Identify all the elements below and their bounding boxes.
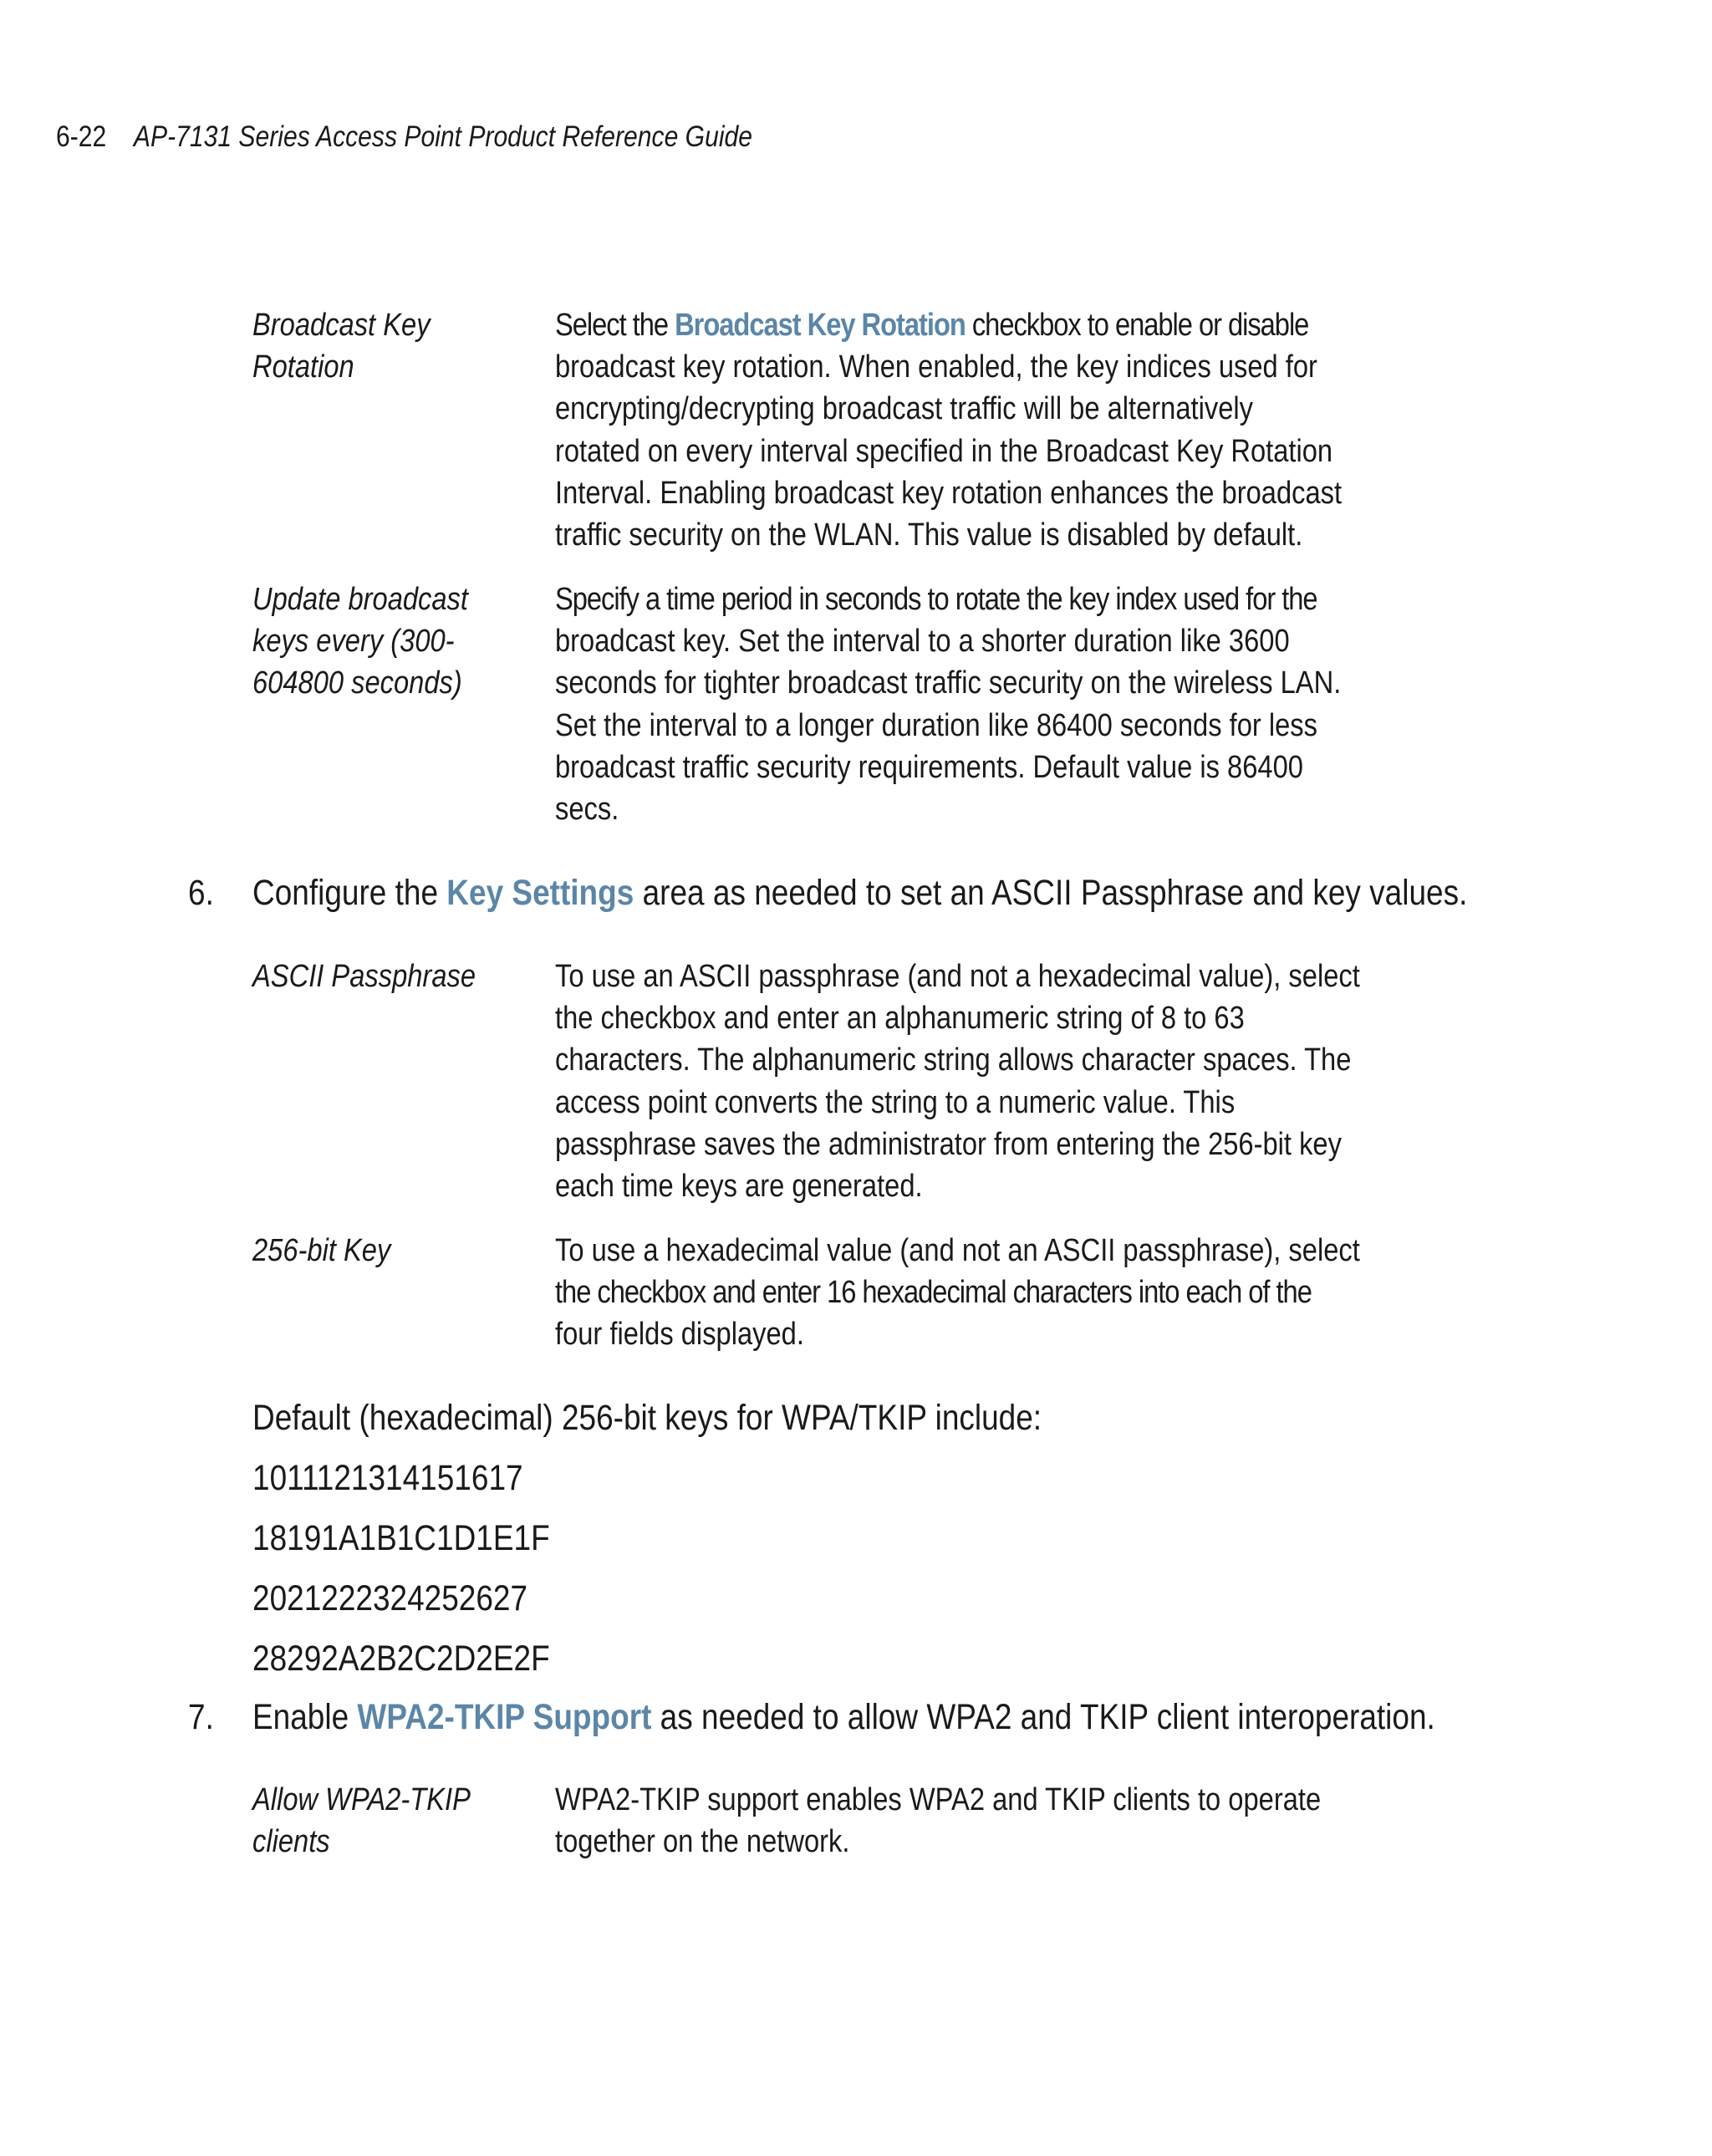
definition-term: ASCII Passphrase bbox=[252, 959, 476, 994]
definition-description: Specify a time period in seconds to rotate the key index used for the broadcast key. Set the interval to a shorter duration like 3600 seconds for tighter broadcast traffic security on the wireless LAN. Set the interval to a longer duration like 86400 seconds for less broadcast traffic security requirements. Default value is 86400 secs. bbox=[555, 582, 1342, 828]
definition-term: 256-bit Key bbox=[252, 1233, 391, 1268]
definition-term: Allow WPA2-TKIP clients bbox=[252, 1782, 471, 1859]
highlight-wpa2-tkip-support: WPA2-TKIP Support bbox=[357, 1697, 652, 1737]
step-number: 6. bbox=[188, 873, 214, 913]
definition-description: To use an ASCII passphrase (and not a hexadecimal value), select the checkbox and enter an alphanumeric string of 8 to 63 characters. The alphanumeric string allows character spaces. The access point converts the string to a numeric value. This passphrase saves the administrator from entering the 256-bit key each time keys are generated. bbox=[555, 959, 1360, 1205]
step-text: Enable WPA2-TKIP Support as needed to allow WPA2 and TKIP client interoperation. bbox=[252, 1697, 1435, 1737]
step-text: Configure the Key Settings area as needed to set an ASCII Passphrase and key values. bbox=[252, 873, 1468, 913]
step-number: 7. bbox=[188, 1697, 214, 1737]
default-key-1: 1011121314151617 bbox=[252, 1458, 523, 1498]
definition-description: WPA2-TKIP support enables WPA2 and TKIP clients to operate together on the network. bbox=[555, 1782, 1322, 1860]
default-key-3: 2021222324252627 bbox=[252, 1578, 528, 1618]
default-key-4: 28292A2B2C2D2E2F bbox=[252, 1639, 550, 1679]
definition-description: To use a hexadecimal value (and not an ASCII passphrase), select the checkbox and enter 16 hexadecimal characters into each of the four fields displayed. bbox=[555, 1233, 1360, 1353]
guide-title: AP-7131 Series Access Point Product Reference Guide bbox=[133, 120, 753, 153]
default-key-2: 18191A1B1C1D1E1F bbox=[252, 1518, 550, 1558]
definition-description: Select the Broadcast Key Rotation checkbox to enable or disable broadcast key rotation. When enabled, the key indices used for encrypting/decrypting broadcast traffic will be alternatively rotated on every interval specified in the Broadcast Key Rotation Interval. Enabling broadcast key rotation enhances the broadcast traffic security on the WLAN. This value is disabled by default. bbox=[555, 308, 1343, 553]
default-keys-intro: Default (hexadecimal) 256-bit keys for WPA/TKIP include: bbox=[252, 1398, 1042, 1438]
highlight-broadcast-key-rotation: Broadcast Key Rotation bbox=[675, 308, 966, 343]
running-header bbox=[56, 119, 752, 155]
definition-term: Update broadcast keys every (300- 604800 seconds) bbox=[252, 582, 468, 701]
definition-term: Broadcast Key Rotation bbox=[252, 308, 431, 385]
page-number: 6-22 bbox=[56, 120, 107, 153]
highlight-key-settings: Key Settings bbox=[446, 873, 634, 913]
